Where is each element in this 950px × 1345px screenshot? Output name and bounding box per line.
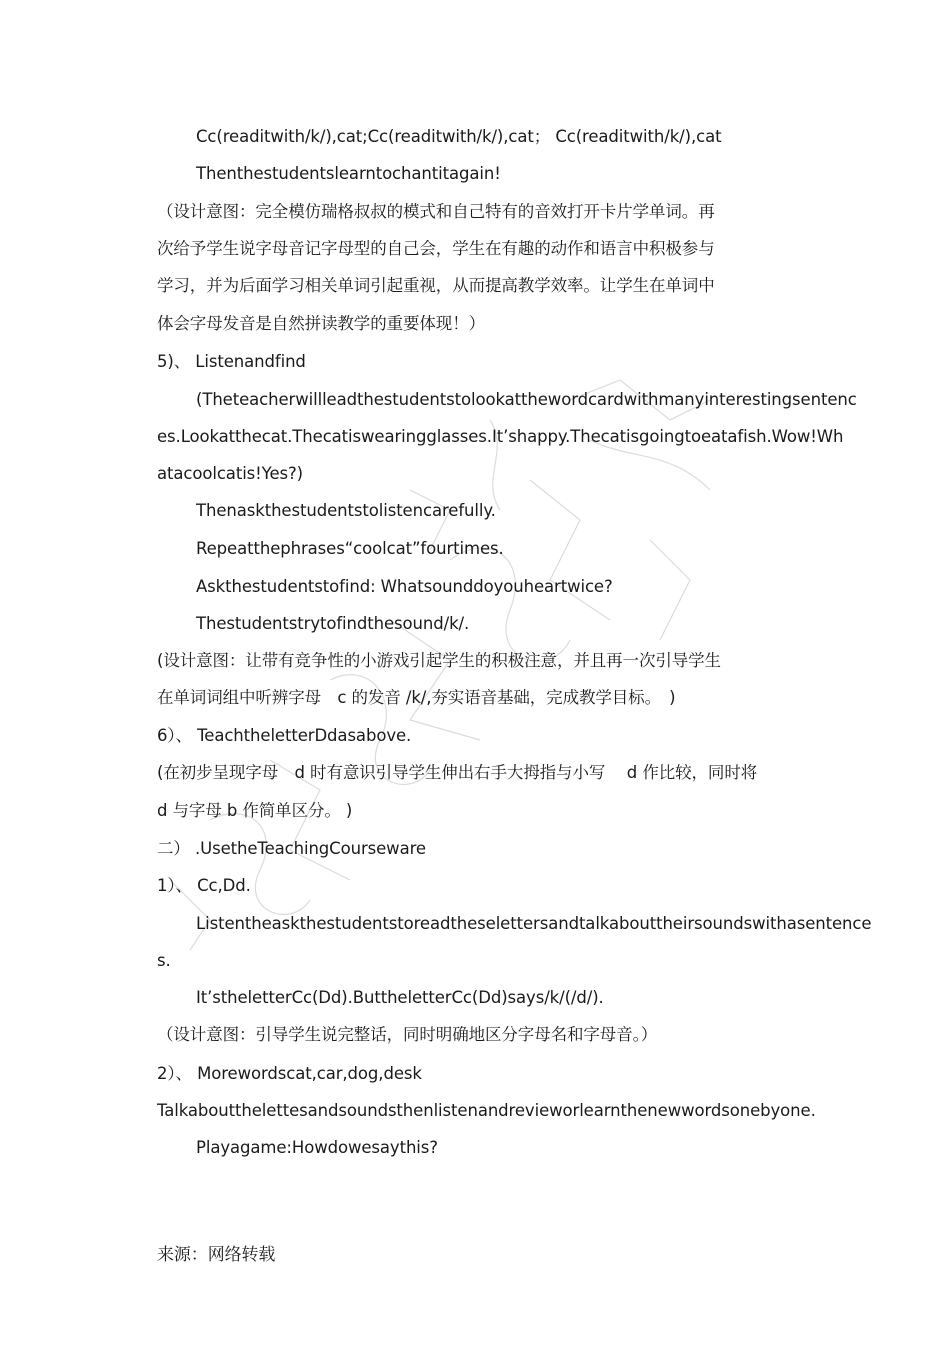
listen-instruction: Thenaskthestudentstolistencarefully. — [196, 501, 496, 520]
section-6-heading: 6）、 TeachtheletterDdasabove. — [157, 726, 412, 745]
find-instruction: Askthestudentstofind: Whatsounddoyouheartwice? — [196, 577, 613, 596]
design-note-1-line-2: 次给予学生说字母音记字母型的自己会，学生在有趣的动作和语言中积极参与 — [157, 239, 715, 258]
find-sound-line: Thestudentstrytofindthesound/k/. — [196, 614, 470, 633]
chant-line: Cc(readitwith/k/),cat;Cc(readitwith/k/),cat； Cc(readitwith/k/),cat — [196, 127, 722, 146]
design-note-1-line-4: 体会字母发音是自然拼读教学的重要体现！） — [157, 314, 486, 333]
section-5-heading: 5)、 Listenandfind — [157, 352, 306, 371]
word-card-line-1: (Theteacherwillleadthestudentstolookatthewordcardwithmanyinterestingsentenc — [196, 390, 857, 409]
design-note-3: （设计意图：引导学生说完整话，同时明确地区分字母名和字母音。） — [157, 1025, 658, 1044]
item-1-heading: 1）、 Cc,Dd. — [157, 876, 251, 895]
item-2-heading: 2）、 Morewordscat,car,dog,desk — [157, 1064, 422, 1083]
letters-line-1: Listentheaskthestudentstoreadtheselettersandtalkabouttheirsoundswithasentence — [196, 914, 872, 933]
sentence-example: It’stheletterCc(Dd).ButtheletterCc(Dd)says/k/(/d/). — [196, 988, 604, 1007]
design-note-2-line-2: 在单词词组中听辨字母 c 的发音 /k/,夯实语音基础，完成教学目标。 ) — [157, 688, 676, 707]
chant-again-line: Thenthestudentslearntochantitagain! — [196, 164, 501, 183]
letter-d-note-line-1: (在初步呈现字母 d 时有意识引导学生伸出右手大拇指与小写 d 作比较，同时将 — [157, 763, 758, 782]
repeat-instruction: Repeatthephrases“coolcat”fourtimes. — [196, 539, 504, 558]
word-card-line-3: atacoolcatis!Yes?) — [157, 464, 304, 483]
game-line: Playagame:Howdowesaythis? — [196, 1138, 438, 1157]
design-note-2-line-1: (设计意图：让带有竞争性的小游戏引起学生的积极注意，并且再一次引导学生 — [157, 651, 721, 670]
letter-d-note-line-2: d 与字母 b 作简单区分。 ) — [157, 801, 353, 820]
design-note-1-line-1: （设计意图：完全模仿瑞格叔叔的模式和自己特有的音效打开卡片学单词。再 — [157, 202, 715, 221]
talk-about-line: Talkaboutthelettesandsoundsthenlistenandrevieworlearnthenewwordsonebyone. — [157, 1101, 816, 1120]
source-line: 来源：网络转载 — [157, 1245, 276, 1265]
letters-line-2: s. — [157, 951, 171, 970]
part-2-heading: 二） .UsetheTeachingCourseware — [157, 839, 426, 858]
word-card-line-2: es.Lookatthecat.Thecatiswearingglasses.It’shappy.Thecatisgoingtoeatafish.Wow!Wh — [157, 427, 844, 446]
design-note-1-line-3: 学习，并为后面学习相关单词引起重视，从而提高教学效率。让学生在单词中 — [157, 276, 715, 295]
